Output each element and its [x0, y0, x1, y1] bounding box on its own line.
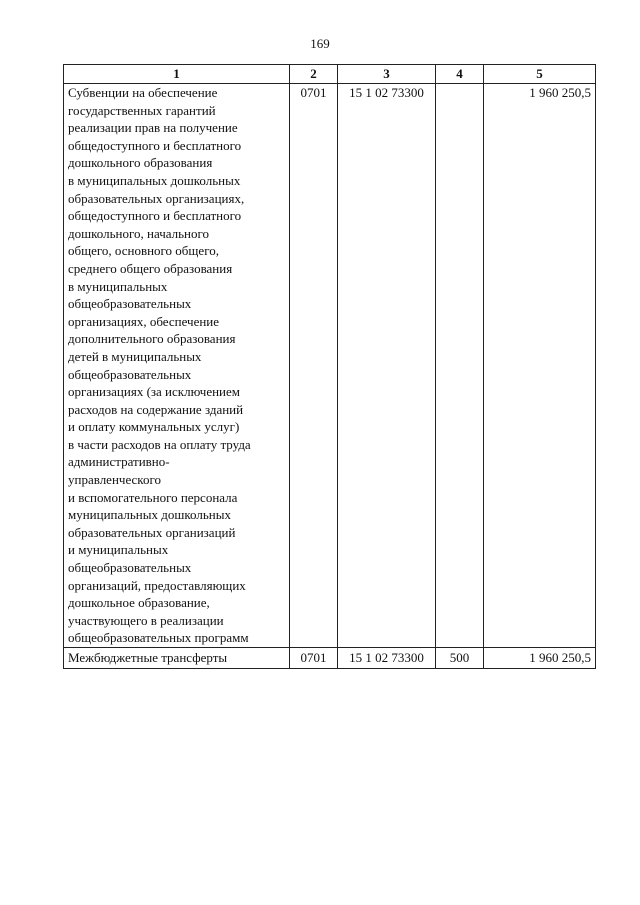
name-line: Субвенции на обеспечение [68, 85, 218, 100]
name-line: муниципальных дошкольных [68, 507, 231, 523]
name-line: общедоступного и бесплатного [68, 208, 242, 224]
section-code-cell: 0701 [290, 648, 338, 669]
expense-type-cell [436, 84, 484, 648]
name-line: общеобразовательных [68, 560, 192, 576]
name-line: расходов на содержание зданий [68, 401, 244, 417]
name-line: организациях (за исключением [68, 384, 241, 400]
budget-table [63, 64, 596, 669]
header-col-4: 4 [436, 65, 484, 84]
name-line: организаций, предоставляющих [68, 577, 246, 593]
name-line: общеобразовательных [68, 366, 192, 382]
header-col-3: 3 [338, 65, 436, 84]
section-code-cell: 0701 [290, 84, 338, 648]
expense-type-cell: 500 [436, 648, 484, 669]
name-line: участвующего в реализации [68, 612, 224, 628]
name-line: государственных гарантий [68, 102, 216, 118]
row-name-cell [64, 84, 290, 648]
name-line: образовательных организаций [68, 524, 236, 540]
header-col-1: 1 [64, 65, 290, 84]
name-line: и оплату коммунальных услуг) [68, 419, 240, 435]
table-header-row [64, 65, 596, 84]
name-line: в муниципальных дошкольных [68, 172, 241, 188]
name-line: общеобразовательных программ [68, 630, 249, 646]
name-line: дополнительного образования [68, 331, 236, 347]
name-line: общего, основного общего, [68, 243, 219, 259]
name-line: организациях, обеспечение [68, 313, 220, 329]
name-line: реализации прав на получение [68, 120, 238, 136]
target-code-cell: 15 1 02 73300 [338, 84, 436, 648]
row-name-cell: Межбюджетные трансферты [64, 648, 290, 669]
table-row-subvention [64, 84, 596, 648]
name-line: детей в муниципальных [68, 348, 202, 364]
table-row-transfers [64, 648, 596, 669]
name-line: общеобразовательных [68, 296, 192, 312]
name-line: в части расходов на оплату труда [68, 436, 251, 452]
header-col-2: 2 [290, 65, 338, 84]
name-line: дошкольное образование, [68, 595, 210, 611]
name-line: административно- [68, 454, 170, 470]
name-line: дошкольного образования [68, 155, 213, 171]
name-line: общедоступного и бесплатного [68, 137, 242, 153]
name-line: среднего общего образования [68, 260, 233, 276]
header-col-5: 5 [484, 65, 596, 84]
name-line: образовательных организациях, [68, 190, 245, 206]
name-line: в муниципальных [68, 278, 168, 294]
page-number: 169 [310, 36, 330, 51]
name-line: и муниципальных [68, 542, 169, 558]
target-code-cell: 15 1 02 73300 [338, 648, 436, 669]
name-line: и вспомогательного персонала [68, 489, 238, 505]
name-line: управленческого [68, 472, 161, 488]
amount-cell: 1 960 250,5 [484, 84, 596, 648]
name-line: дошкольного, начального [68, 225, 210, 241]
amount-cell: 1 960 250,5 [484, 648, 596, 669]
